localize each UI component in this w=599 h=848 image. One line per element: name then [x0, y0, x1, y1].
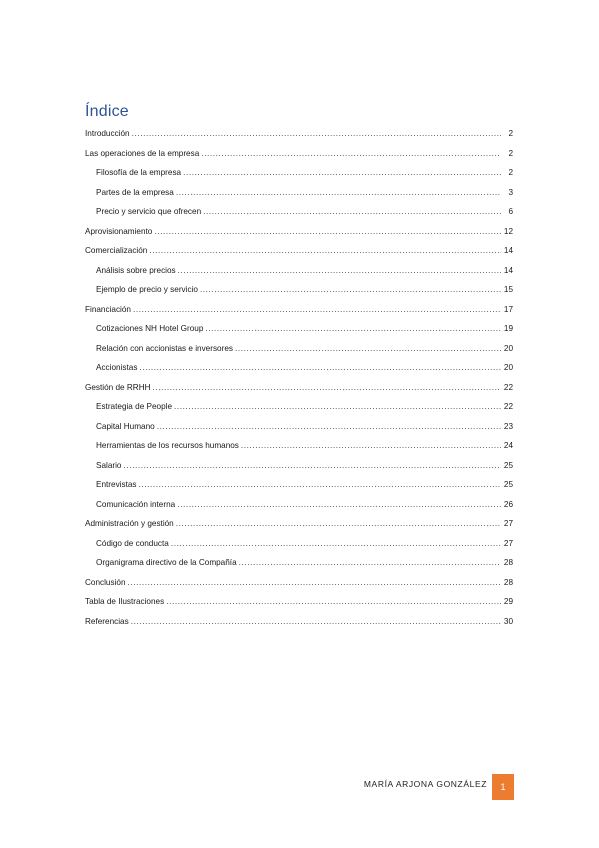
- toc-entry[interactable]: [85, 378, 513, 398]
- toc-entry[interactable]: [85, 612, 513, 632]
- toc-entry-page-number: 2: [508, 129, 513, 138]
- toc-dot-leader: [174, 397, 501, 417]
- toc-entry-label: Comercialización: [85, 246, 148, 255]
- toc-entry[interactable]: [85, 534, 513, 554]
- toc-dot-leader: [124, 456, 502, 476]
- toc-entry-label: Estrategia de People: [96, 402, 173, 411]
- toc-entry-page-number: 27: [503, 538, 513, 548]
- footer-page-number: 1: [492, 774, 514, 800]
- toc-entry-page-number: 25: [503, 460, 513, 470]
- toc-dot-leader: [166, 592, 501, 612]
- toc-dot-leader: [157, 417, 501, 437]
- toc-entry-label: Comunicación interna: [96, 499, 176, 509]
- toc-dot-leader: [205, 319, 501, 339]
- toc-entry-page-number: 28: [503, 558, 513, 567]
- toc-entry-page-number: 20: [503, 363, 513, 372]
- toc-entry[interactable]: [85, 456, 513, 476]
- toc-entry[interactable]: [85, 319, 513, 339]
- toc-entry-label: Introducción: [85, 129, 130, 138]
- toc-entry[interactable]: [85, 241, 513, 261]
- toc-entry-label: Tabla de Ilustraciones: [85, 597, 165, 606]
- toc-dot-leader: [139, 475, 502, 495]
- toc-entry-label: Código de conducta: [96, 538, 169, 548]
- footer-author: MARÍA ARJONA GONZÁLEZ: [363, 779, 487, 789]
- toc-entry[interactable]: [85, 397, 513, 417]
- toc-dot-leader: [131, 612, 501, 632]
- toc-entry-page-number: 24: [503, 441, 513, 450]
- toc-dot-leader: [200, 280, 501, 300]
- toc-entry-page-number: 20: [503, 343, 513, 353]
- toc-entry-label: Relación con accionistas e inversores: [96, 343, 233, 353]
- toc-heading: Índice: [85, 103, 129, 120]
- toc-dot-leader: [241, 436, 501, 456]
- toc-entry-page-number: 27: [503, 519, 513, 528]
- toc-entry[interactable]: [85, 475, 513, 495]
- toc-entry-label: Administración y gestión: [85, 519, 174, 528]
- toc-entry-label: Aprovisionamiento: [85, 226, 153, 236]
- toc-entry-page-number: 28: [503, 577, 513, 587]
- toc-entry-page-number: 14: [503, 246, 513, 255]
- toc-entry-page-number: 26: [503, 499, 513, 509]
- toc-dot-leader: [239, 553, 501, 573]
- toc-entry[interactable]: [85, 514, 513, 534]
- toc-entry[interactable]: [85, 280, 513, 300]
- toc-entry-page-number: 2: [508, 148, 513, 158]
- toc-dot-leader: [171, 534, 501, 554]
- toc-entry-label: Organigrama directivo de la Compañía: [96, 558, 237, 567]
- toc-entry[interactable]: [85, 573, 513, 593]
- toc-entry[interactable]: [85, 300, 513, 320]
- toc-dot-leader: [149, 241, 501, 261]
- toc-entry[interactable]: [85, 358, 513, 378]
- toc-dot-leader: [154, 222, 501, 242]
- toc-dot-leader: [178, 261, 501, 281]
- toc-entry-label: Partes de la empresa: [96, 187, 174, 197]
- table-of-contents: [85, 124, 513, 631]
- toc-entry-label: Gestión de RRHH: [85, 382, 151, 392]
- toc-entry-page-number: 14: [503, 265, 513, 275]
- toc-entry-page-number: 3: [508, 187, 513, 197]
- toc-dot-leader: [203, 202, 501, 222]
- toc-entry[interactable]: [85, 124, 513, 144]
- toc-dot-leader: [176, 183, 501, 203]
- toc-entry[interactable]: [85, 222, 513, 242]
- toc-dot-leader: [183, 163, 501, 183]
- toc-entry-page-number: 22: [503, 382, 513, 392]
- toc-dot-leader: [176, 514, 501, 534]
- toc-entry-page-number: 12: [503, 226, 513, 236]
- toc-entry-label: Herramientas de los recursos humanos: [96, 441, 239, 450]
- toc-entry[interactable]: [85, 183, 513, 203]
- toc-entry-page-number: 25: [503, 480, 513, 489]
- toc-entry-label: Precio y servicio que ofrecen: [96, 207, 202, 216]
- toc-entry[interactable]: [85, 592, 513, 612]
- toc-entry-page-number: 15: [503, 285, 513, 294]
- toc-dot-leader: [201, 144, 501, 164]
- toc-entry-label: Salario: [96, 460, 122, 470]
- toc-entry-page-number: 23: [503, 421, 513, 431]
- toc-entry[interactable]: [85, 144, 513, 164]
- toc-dot-leader: [235, 339, 501, 359]
- toc-entry-label: Referencias: [85, 616, 129, 626]
- toc-entry-page-number: 22: [503, 402, 513, 411]
- toc-entry-label: Cotizaciones NH Hotel Group: [96, 324, 204, 333]
- toc-entry-label: Análisis sobre precios: [96, 265, 176, 275]
- toc-entry-page-number: 2: [508, 168, 513, 177]
- toc-entry-page-number: 6: [508, 207, 513, 216]
- toc-dot-leader: [132, 124, 501, 144]
- toc-entry-label: Filosofía de la empresa: [96, 168, 182, 177]
- toc-dot-leader: [177, 495, 501, 515]
- toc-entry-label: Capital Humano: [96, 421, 155, 431]
- toc-entry[interactable]: [85, 339, 513, 359]
- toc-entry-label: Ejemplo de precio y servicio: [96, 285, 198, 294]
- toc-entry-label: Financiación: [85, 304, 131, 314]
- toc-entry-page-number: 17: [503, 304, 513, 314]
- toc-entry[interactable]: [85, 553, 513, 573]
- toc-entry-page-number: 19: [503, 324, 513, 333]
- toc-entry[interactable]: [85, 417, 513, 437]
- toc-dot-leader: [133, 300, 501, 320]
- toc-entry-page-number: 29: [503, 597, 513, 606]
- toc-entry[interactable]: [85, 436, 513, 456]
- toc-dot-leader: [139, 358, 501, 378]
- toc-entry-label: Las operaciones de la empresa: [85, 148, 200, 158]
- toc-entry-label: Conclusión: [85, 577, 126, 587]
- toc-entry[interactable]: [85, 495, 513, 515]
- toc-entry-page-number: 30: [503, 616, 513, 626]
- toc-entry[interactable]: [85, 202, 513, 222]
- toc-entry-label: Entrevistas: [96, 480, 137, 489]
- toc-entry[interactable]: [85, 261, 513, 281]
- toc-entry-label: Accionistas: [96, 363, 138, 372]
- toc-dot-leader: [153, 378, 501, 398]
- toc-dot-leader: [128, 573, 501, 593]
- toc-entry[interactable]: [85, 163, 513, 183]
